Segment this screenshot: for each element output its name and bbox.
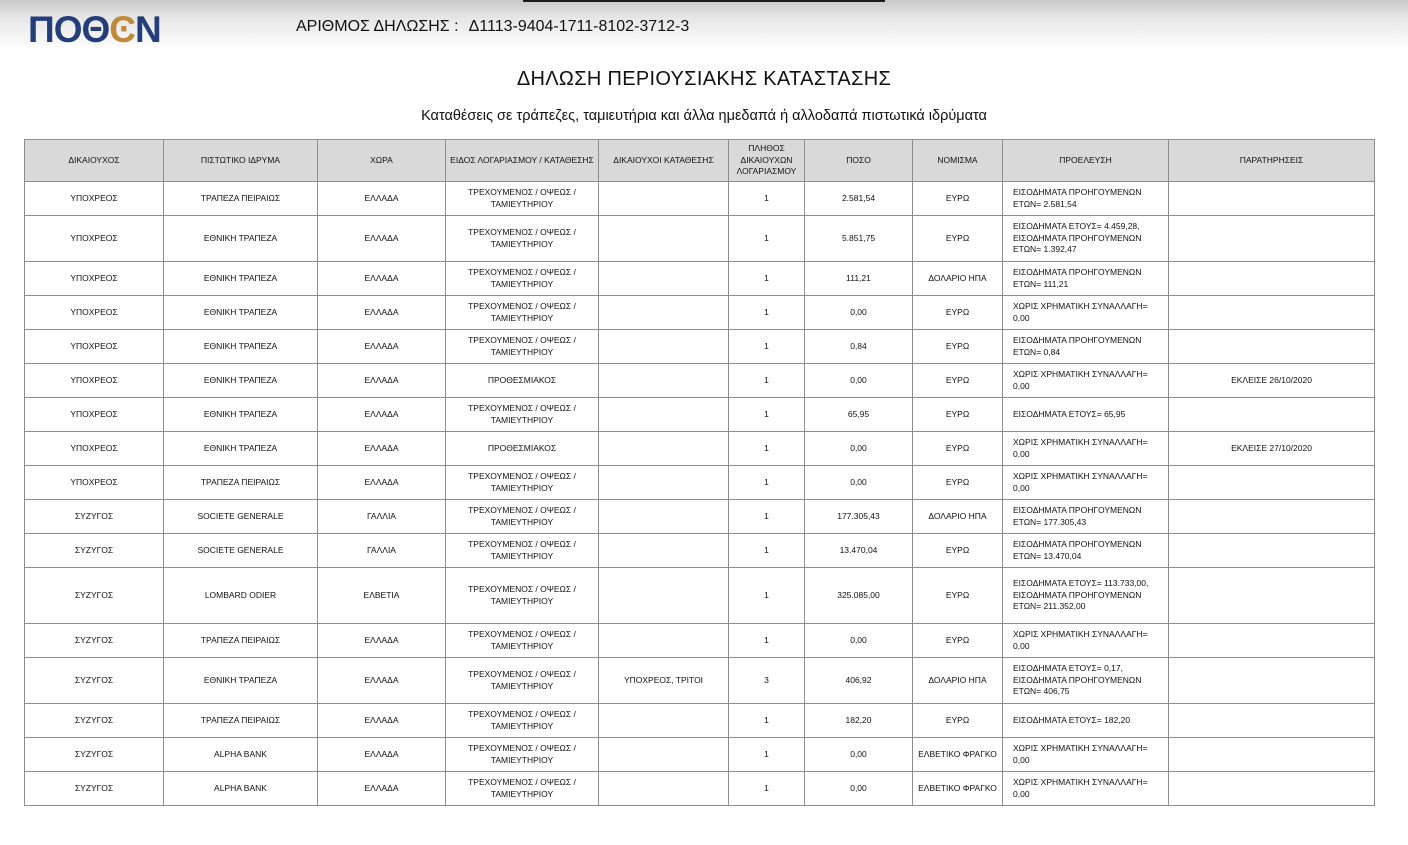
- cell-institution: ΕΘΝΙΚΗ ΤΡΑΠΕΖΑ: [164, 262, 318, 296]
- cell-holders-count: 1: [729, 704, 805, 738]
- cell-co-beneficiaries: [599, 216, 729, 262]
- page-subtitle: Καταθέσεις σε τράπεζες, ταμιευτήρια και άλλα ημεδαπά ή αλλοδαπά πιστωτικά ιδρύματα: [421, 108, 987, 124]
- cell-currency: ΕΥΡΩ: [913, 624, 1003, 658]
- cell-country: ΕΛΛΑΔΑ: [318, 364, 446, 398]
- cell-amount: 0,00: [805, 624, 913, 658]
- cell-origin: ΕΙΣΟΔΗΜΑΤΑ ΠΡΟΗΓΟΥΜΕΝΩΝ ΕΤΩΝ= 2.581,54: [1003, 182, 1169, 216]
- cell-currency: ΕΥΡΩ: [913, 432, 1003, 466]
- cell-amount: 0,00: [805, 432, 913, 466]
- table-row: [25, 262, 1375, 296]
- cell-remarks: [1169, 262, 1375, 296]
- header-holders-count: ΠΛΗΘΟΣ ΔΙΚΑΙΟΥΧΩΝ ΛΟΓΑΡΙΑΣΜΟΥ: [729, 140, 805, 182]
- cell-account-type: ΤΡΕΧΟΥΜΕΝΟΣ / ΟΨΕΩΣ / ΤΑΜΙΕΥΤΗΡΙΟΥ: [446, 568, 599, 624]
- cell-co-beneficiaries: [599, 182, 729, 216]
- cell-beneficiary: ΣΥΖΥΓΟΣ: [25, 658, 164, 704]
- cell-origin: ΧΩΡΙΣ ΧΡΗΜΑΤΙΚΗ ΣΥΝΑΛΛΑΓΗ= 0,00: [1003, 364, 1169, 398]
- cell-account-type: ΤΡΕΧΟΥΜΕΝΟΣ / ΟΨΕΩΣ / ΤΑΜΙΕΥΤΗΡΙΟΥ: [446, 216, 599, 262]
- cell-currency: ΕΥΡΩ: [913, 364, 1003, 398]
- cell-institution: ΤΡΑΠΕΖΑ ΠΕΙΡΑΙΩΣ: [164, 624, 318, 658]
- cell-beneficiary: ΣΥΖΥΓΟΣ: [25, 772, 164, 806]
- table-row: [25, 432, 1375, 466]
- header-country: ΧΩΡΑ: [318, 140, 446, 182]
- cell-co-beneficiaries: [599, 432, 729, 466]
- table-row: [25, 500, 1375, 534]
- cell-currency: ΕΛΒΕΤΙΚΟ ΦΡΑΓΚΟ: [913, 772, 1003, 806]
- cell-co-beneficiaries: [599, 364, 729, 398]
- cell-beneficiary: ΣΥΖΥΓΟΣ: [25, 500, 164, 534]
- cell-holders-count: 1: [729, 296, 805, 330]
- cell-country: ΕΛΒΕΤΙΑ: [318, 568, 446, 624]
- cell-institution: ΤΡΑΠΕΖΑ ΠΕΙΡΑΙΩΣ: [164, 704, 318, 738]
- table-header-row: [25, 140, 1375, 182]
- cell-holders-count: 1: [729, 262, 805, 296]
- cell-holders-count: 1: [729, 398, 805, 432]
- cell-remarks: ΕΚΛΕΙΣΕ 26/10/2020: [1169, 364, 1375, 398]
- top-divider: [523, 0, 885, 2]
- cell-remarks: [1169, 704, 1375, 738]
- cell-account-type: ΠΡΟΘΕΣΜΙΑΚΟΣ: [446, 432, 599, 466]
- cell-institution: ΤΡΑΠΕΖΑ ΠΕΙΡΑΙΩΣ: [164, 182, 318, 216]
- declaration-number-line: [296, 18, 689, 36]
- cell-currency: ΕΥΡΩ: [913, 182, 1003, 216]
- cell-origin: ΧΩΡΙΣ ΧΡΗΜΑΤΙΚΗ ΣΥΝΑΛΛΑΓΗ= 0,00: [1003, 466, 1169, 500]
- cell-beneficiary: ΣΥΖΥΓΟΣ: [25, 704, 164, 738]
- cell-co-beneficiaries: [599, 772, 729, 806]
- declaration-number: Δ1113-9404-1711-8102-3712-3: [468, 18, 690, 35]
- cell-beneficiary: ΣΥΖΥΓΟΣ: [25, 738, 164, 772]
- cell-account-type: ΤΡΕΧΟΥΜΕΝΟΣ / ΟΨΕΩΣ / ΤΑΜΙΕΥΤΗΡΙΟΥ: [446, 466, 599, 500]
- cell-account-type: ΤΡΕΧΟΥΜΕΝΟΣ / ΟΨΕΩΣ / ΤΑΜΙΕΥΤΗΡΙΟΥ: [446, 262, 599, 296]
- cell-co-beneficiaries: [599, 534, 729, 568]
- cell-country: ΓΑΛΛΙΑ: [318, 534, 446, 568]
- cell-country: ΕΛΛΑΔΑ: [318, 296, 446, 330]
- cell-amount: 111,21: [805, 262, 913, 296]
- cell-beneficiary: ΣΥΖΥΓΟΣ: [25, 534, 164, 568]
- table-row: [25, 398, 1375, 432]
- cell-institution: ALPHA BANK: [164, 772, 318, 806]
- table-row: [25, 568, 1375, 624]
- header-remarks: ΠΑΡΑΤΗΡΗΣΕΙΣ: [1169, 140, 1375, 182]
- cell-country: ΕΛΛΑΔΑ: [318, 624, 446, 658]
- cell-co-beneficiaries: [599, 296, 729, 330]
- cell-institution: ΕΘΝΙΚΗ ΤΡΑΠΕΖΑ: [164, 296, 318, 330]
- cell-origin: ΕΙΣΟΔΗΜΑΤΑ ΕΤΟΥΣ= 0,17, ΕΙΣΟΔΗΜΑΤΑ ΠΡΟΗΓΟΥΜΕΝΩΝ ΕΤΩΝ= 406,75: [1003, 658, 1169, 704]
- cell-account-type: ΤΡΕΧΟΥΜΕΝΟΣ / ΟΨΕΩΣ / ΤΑΜΙΕΥΤΗΡΙΟΥ: [446, 772, 599, 806]
- cell-holders-count: 1: [729, 216, 805, 262]
- declaration-label: ΑΡΙΘΜΟΣ ΔΗΛΩΣΗΣ :: [296, 18, 459, 35]
- cell-country: ΕΛΛΑΔΑ: [318, 262, 446, 296]
- cell-co-beneficiaries: [599, 568, 729, 624]
- cell-beneficiary: ΥΠΟΧΡΕΟΣ: [25, 432, 164, 466]
- cell-amount: 0,00: [805, 364, 913, 398]
- cell-country: ΕΛΛΑΔΑ: [318, 704, 446, 738]
- cell-co-beneficiaries: [599, 500, 729, 534]
- cell-amount: 325.085,00: [805, 568, 913, 624]
- cell-institution: ΕΘΝΙΚΗ ΤΡΑΠΕΖΑ: [164, 398, 318, 432]
- cell-currency: ΔΟΛΑΡΙΟ ΗΠΑ: [913, 262, 1003, 296]
- cell-origin: ΕΙΣΟΔΗΜΑΤΑ ΕΤΟΥΣ= 4.459,28, ΕΙΣΟΔΗΜΑΤΑ ΠΡΟΗΓΟΥΜΕΝΩΝ ΕΤΩΝ= 1.392,47: [1003, 216, 1169, 262]
- cell-country: ΕΛΛΑΔΑ: [318, 658, 446, 704]
- cell-remarks: [1169, 658, 1375, 704]
- cell-amount: 182,20: [805, 704, 913, 738]
- cell-country: ΕΛΛΑΔΑ: [318, 466, 446, 500]
- cell-beneficiary: ΥΠΟΧΡΕΟΣ: [25, 262, 164, 296]
- table-row: [25, 466, 1375, 500]
- cell-holders-count: 3: [729, 658, 805, 704]
- cell-origin: ΕΙΣΟΔΗΜΑΤΑ ΕΤΟΥΣ= 182,20: [1003, 704, 1169, 738]
- cell-holders-count: 1: [729, 500, 805, 534]
- cell-origin: ΕΙΣΟΔΗΜΑΤΑ ΠΡΟΗΓΟΥΜΕΝΩΝ ΕΤΩΝ= 0,84: [1003, 330, 1169, 364]
- cell-account-type: ΤΡΕΧΟΥΜΕΝΟΣ / ΟΨΕΩΣ / ΤΑΜΙΕΥΤΗΡΙΟΥ: [446, 624, 599, 658]
- cell-currency: ΕΥΡΩ: [913, 398, 1003, 432]
- cell-holders-count: 1: [729, 772, 805, 806]
- cell-holders-count: 1: [729, 330, 805, 364]
- cell-co-beneficiaries: [599, 624, 729, 658]
- cell-amount: 406,92: [805, 658, 913, 704]
- cell-institution: ΕΘΝΙΚΗ ΤΡΑΠΕΖΑ: [164, 364, 318, 398]
- cell-co-beneficiaries: [599, 738, 729, 772]
- cell-currency: ΕΥΡΩ: [913, 216, 1003, 262]
- cell-currency: ΕΥΡΩ: [913, 466, 1003, 500]
- cell-holders-count: 1: [729, 568, 805, 624]
- cell-holders-count: 1: [729, 466, 805, 500]
- table-row: [25, 704, 1375, 738]
- cell-amount: 0,00: [805, 466, 913, 500]
- cell-amount: 65,95: [805, 398, 913, 432]
- cell-country: ΕΛΛΑΔΑ: [318, 738, 446, 772]
- deposits-table: [24, 139, 1375, 806]
- cell-account-type: ΤΡΕΧΟΥΜΕΝΟΣ / ΟΨΕΩΣ / ΤΑΜΙΕΥΤΗΡΙΟΥ: [446, 704, 599, 738]
- cell-institution: ΕΘΝΙΚΗ ΤΡΑΠΕΖΑ: [164, 330, 318, 364]
- table-row: [25, 738, 1375, 772]
- cell-remarks: [1169, 466, 1375, 500]
- cell-co-beneficiaries: [599, 466, 729, 500]
- cell-amount: 177.305,43: [805, 500, 913, 534]
- cell-holders-count: 1: [729, 432, 805, 466]
- cell-country: ΕΛΛΑΔΑ: [318, 432, 446, 466]
- cell-account-type: ΤΡΕΧΟΥΜΕΝΟΣ / ΟΨΕΩΣ / ΤΑΜΙΕΥΤΗΡΙΟΥ: [446, 658, 599, 704]
- cell-holders-count: 1: [729, 534, 805, 568]
- cell-amount: 2.581,54: [805, 182, 913, 216]
- cell-beneficiary: ΥΠΟΧΡΕΟΣ: [25, 182, 164, 216]
- cell-co-beneficiaries: [599, 262, 729, 296]
- cell-holders-count: 1: [729, 182, 805, 216]
- cell-beneficiary: ΣΥΖΥΓΟΣ: [25, 568, 164, 624]
- cell-beneficiary: ΥΠΟΧΡΕΟΣ: [25, 330, 164, 364]
- cell-remarks: ΕΚΛΕΙΣΕ 27/10/2020: [1169, 432, 1375, 466]
- cell-account-type: ΤΡΕΧΟΥΜΕΝΟΣ / ΟΨΕΩΣ / ΤΑΜΙΕΥΤΗΡΙΟΥ: [446, 738, 599, 772]
- cell-co-beneficiaries: [599, 330, 729, 364]
- header-co-beneficiaries: ΔΙΚΑΙΟΥΧΟΙ ΚΑΤΑΘΕΣΗΣ: [599, 140, 729, 182]
- cell-co-beneficiaries: [599, 704, 729, 738]
- table-row: [25, 534, 1375, 568]
- pothen-logo: ΠΟΘϾΝ: [28, 9, 161, 50]
- cell-account-type: ΤΡΕΧΟΥΜΕΝΟΣ / ΟΨΕΩΣ / ΤΑΜΙΕΥΤΗΡΙΟΥ: [446, 398, 599, 432]
- cell-amount: 5.851,75: [805, 216, 913, 262]
- cell-country: ΕΛΛΑΔΑ: [318, 330, 446, 364]
- cell-institution: ΤΡΑΠΕΖΑ ΠΕΙΡΑΙΩΣ: [164, 466, 318, 500]
- cell-holders-count: 1: [729, 738, 805, 772]
- cell-country: ΕΛΛΑΔΑ: [318, 182, 446, 216]
- cell-origin: ΧΩΡΙΣ ΧΡΗΜΑΤΙΚΗ ΣΥΝΑΛΛΑΓΗ= 0,00: [1003, 624, 1169, 658]
- cell-amount: 0,00: [805, 772, 913, 806]
- cell-beneficiary: ΣΥΖΥΓΟΣ: [25, 624, 164, 658]
- cell-remarks: [1169, 772, 1375, 806]
- table-row: [25, 182, 1375, 216]
- cell-origin: ΧΩΡΙΣ ΧΡΗΜΑΤΙΚΗ ΣΥΝΑΛΛΑΓΗ= 0,00: [1003, 772, 1169, 806]
- cell-institution: LOMBARD ODIER: [164, 568, 318, 624]
- cell-currency: ΕΥΡΩ: [913, 568, 1003, 624]
- cell-remarks: [1169, 216, 1375, 262]
- cell-holders-count: 1: [729, 624, 805, 658]
- header-amount: ΠΟΣΟ: [805, 140, 913, 182]
- cell-country: ΕΛΛΑΔΑ: [318, 772, 446, 806]
- cell-co-beneficiaries: ΥΠΟΧΡΕΟΣ, ΤΡΙΤΟΙ: [599, 658, 729, 704]
- cell-origin: ΕΙΣΟΔΗΜΑΤΑ ΕΤΟΥΣ= 65,95: [1003, 398, 1169, 432]
- cell-remarks: [1169, 568, 1375, 624]
- cell-institution: SOCIETE GENERALE: [164, 534, 318, 568]
- cell-currency: ΕΥΡΩ: [913, 534, 1003, 568]
- cell-origin: ΕΙΣΟΔΗΜΑΤΑ ΠΡΟΗΓΟΥΜΕΝΩΝ ΕΤΩΝ= 177.305,43: [1003, 500, 1169, 534]
- cell-country: ΓΑΛΛΙΑ: [318, 500, 446, 534]
- cell-remarks: [1169, 624, 1375, 658]
- cell-account-type: ΤΡΕΧΟΥΜΕΝΟΣ / ΟΨΕΩΣ / ΤΑΜΙΕΥΤΗΡΙΟΥ: [446, 182, 599, 216]
- cell-origin: ΧΩΡΙΣ ΧΡΗΜΑΤΙΚΗ ΣΥΝΑΛΛΑΓΗ= 0,00: [1003, 296, 1169, 330]
- header-origin: ΠΡΟΕΛΕΥΣΗ: [1003, 140, 1169, 182]
- cell-beneficiary: ΥΠΟΧΡΕΟΣ: [25, 364, 164, 398]
- cell-institution: ALPHA BANK: [164, 738, 318, 772]
- cell-remarks: [1169, 330, 1375, 364]
- cell-origin: ΕΙΣΟΔΗΜΑΤΑ ΠΡΟΗΓΟΥΜΕΝΩΝ ΕΤΩΝ= 111,21: [1003, 262, 1169, 296]
- cell-beneficiary: ΥΠΟΧΡΕΟΣ: [25, 296, 164, 330]
- cell-institution: ΕΘΝΙΚΗ ΤΡΑΠΕΖΑ: [164, 216, 318, 262]
- table-row: [25, 364, 1375, 398]
- cell-currency: ΕΥΡΩ: [913, 330, 1003, 364]
- cell-account-type: ΤΡΕΧΟΥΜΕΝΟΣ / ΟΨΕΩΣ / ΤΑΜΙΕΥΤΗΡΙΟΥ: [446, 500, 599, 534]
- cell-origin: ΧΩΡΙΣ ΧΡΗΜΑΤΙΚΗ ΣΥΝΑΛΛΑΓΗ= 0,00: [1003, 738, 1169, 772]
- cell-beneficiary: ΥΠΟΧΡΕΟΣ: [25, 466, 164, 500]
- cell-amount: 0,84: [805, 330, 913, 364]
- header-account-type: ΕΙΔΟΣ ΛΟΓΑΡΙΑΣΜΟΥ / ΚΑΤΑΘΕΣΗΣ: [446, 140, 599, 182]
- cell-remarks: [1169, 296, 1375, 330]
- cell-co-beneficiaries: [599, 398, 729, 432]
- cell-institution: ΕΘΝΙΚΗ ΤΡΑΠΕΖΑ: [164, 658, 318, 704]
- cell-country: ΕΛΛΑΔΑ: [318, 216, 446, 262]
- cell-amount: 13.470,04: [805, 534, 913, 568]
- cell-remarks: [1169, 182, 1375, 216]
- table-row: [25, 216, 1375, 262]
- table-row: [25, 624, 1375, 658]
- cell-amount: 0,00: [805, 738, 913, 772]
- top-bar: [0, 0, 1408, 50]
- cell-currency: ΔΟΛΑΡΙΟ ΗΠΑ: [913, 500, 1003, 534]
- table-row: [25, 330, 1375, 364]
- cell-beneficiary: ΥΠΟΧΡΕΟΣ: [25, 398, 164, 432]
- table-row: [25, 772, 1375, 806]
- cell-origin: ΕΙΣΟΔΗΜΑΤΑ ΕΤΟΥΣ= 113.733,00, ΕΙΣΟΔΗΜΑΤΑ ΠΡΟΗΓΟΥΜΕΝΩΝ ΕΤΩΝ= 211.352,00: [1003, 568, 1169, 624]
- cell-origin: ΧΩΡΙΣ ΧΡΗΜΑΤΙΚΗ ΣΥΝΑΛΛΑΓΗ= 0,00: [1003, 432, 1169, 466]
- cell-amount: 0,00: [805, 296, 913, 330]
- cell-remarks: [1169, 738, 1375, 772]
- cell-institution: SOCIETE GENERALE: [164, 500, 318, 534]
- cell-remarks: [1169, 398, 1375, 432]
- cell-holders-count: 1: [729, 364, 805, 398]
- cell-account-type: ΤΡΕΧΟΥΜΕΝΟΣ / ΟΨΕΩΣ / ΤΑΜΙΕΥΤΗΡΙΟΥ: [446, 296, 599, 330]
- cell-account-type: ΤΡΕΧΟΥΜΕΝΟΣ / ΟΨΕΩΣ / ΤΑΜΙΕΥΤΗΡΙΟΥ: [446, 534, 599, 568]
- table-row: [25, 658, 1375, 704]
- cell-account-type: ΤΡΕΧΟΥΜΕΝΟΣ / ΟΨΕΩΣ / ΤΑΜΙΕΥΤΗΡΙΟΥ: [446, 330, 599, 364]
- cell-beneficiary: ΥΠΟΧΡΕΟΣ: [25, 216, 164, 262]
- cell-currency: ΕΥΡΩ: [913, 296, 1003, 330]
- table-row: [25, 296, 1375, 330]
- cell-remarks: [1169, 500, 1375, 534]
- cell-institution: ΕΘΝΙΚΗ ΤΡΑΠΕΖΑ: [164, 432, 318, 466]
- cell-currency: ΔΟΛΑΡΙΟ ΗΠΑ: [913, 658, 1003, 704]
- cell-currency: ΕΥΡΩ: [913, 704, 1003, 738]
- cell-remarks: [1169, 534, 1375, 568]
- header-beneficiary: ΔΙΚΑΙΟΥΧΟΣ: [25, 140, 164, 182]
- cell-origin: ΕΙΣΟΔΗΜΑΤΑ ΠΡΟΗΓΟΥΜΕΝΩΝ ΕΤΩΝ= 13.470,04: [1003, 534, 1169, 568]
- cell-account-type: ΠΡΟΘΕΣΜΙΑΚΟΣ: [446, 364, 599, 398]
- header-currency: ΝΟΜΙΣΜΑ: [913, 140, 1003, 182]
- page-title: ΔΗΛΩΣΗ ΠΕΡΙΟΥΣΙΑΚΗΣ ΚΑΤΑΣΤΑΣΗΣ: [516, 68, 892, 90]
- cell-currency: ΕΛΒΕΤΙΚΟ ΦΡΑΓΚΟ: [913, 738, 1003, 772]
- header-institution: ΠΙΣΤΩΤΙΚΟ ΙΔΡΥΜΑ: [164, 140, 318, 182]
- cell-country: ΕΛΛΑΔΑ: [318, 398, 446, 432]
